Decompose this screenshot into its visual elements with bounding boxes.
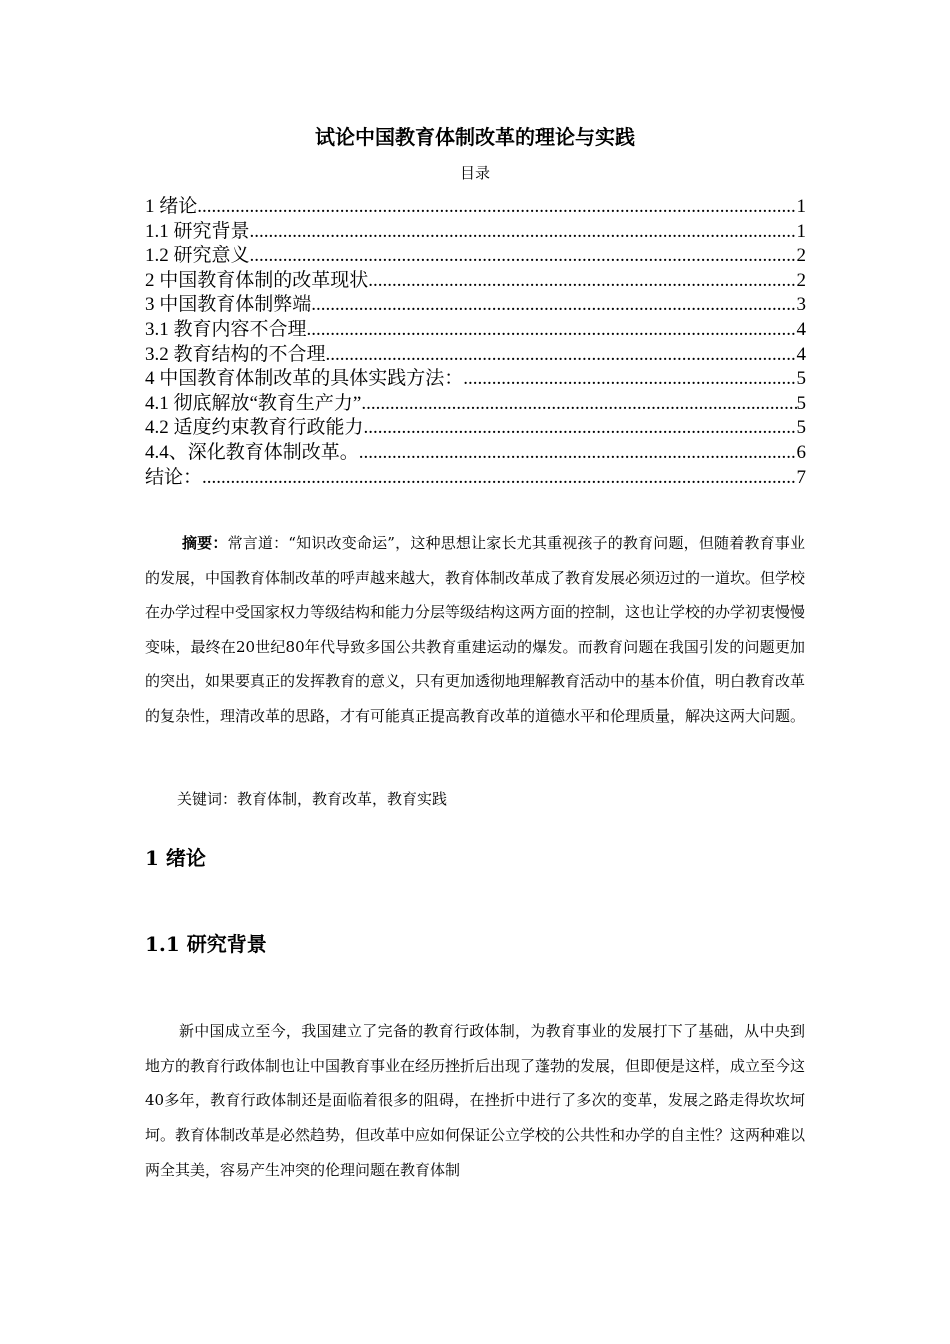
keywords-line: 关键词：教育体制，教育改革，教育实践 bbox=[177, 790, 448, 808]
toc-leader-dots bbox=[197, 195, 796, 219]
abstract-label: 摘要： bbox=[182, 534, 228, 552]
abstract-text: 常言道：“知识改变命运”，这种思想让家长尤其重视孩子的教育问题，但随着教育事业的发展，中国教育体制改革的呼声越来越大，教育体制改革成了教育发展必须迈过的一道坎。但学校在办学过程中受国家权力等级结构和能力分层等级结构这两方面的控制，这也让学校的办学初衷慢慢变味，最终在20世纪80年代导致多国公共教育重建运动的爆发。而教育问题在我国引发的问题更加的突出，如果要真正的发挥教育的意义，只有更加透彻地理解教育活动中的基本价值，明白教育改革的复杂性，理清改革的思路，才有可能真正提高教育改革的道德水平和伦理质量，解决这两大问题。 bbox=[145, 534, 806, 725]
toc-heading: 目录 bbox=[459, 164, 490, 182]
toc-page-number: 1 bbox=[796, 220, 806, 242]
toc-entry-text: 4.2 适度约束教育行政能力 bbox=[145, 417, 364, 439]
toc-leader-dots bbox=[359, 441, 797, 465]
toc-entry[interactable] bbox=[145, 392, 806, 417]
toc-entry[interactable] bbox=[145, 441, 806, 466]
toc-page-number: 2 bbox=[796, 245, 806, 267]
toc-leader-dots bbox=[463, 367, 796, 391]
toc-entry[interactable] bbox=[145, 293, 806, 318]
toc-entry-text: 4.4、深化教育体制改革。 bbox=[145, 441, 359, 463]
toc-page-number: 6 bbox=[796, 441, 806, 463]
toc-entry-text: 3 中国教育体制弊端 bbox=[145, 294, 312, 316]
toc-entry-text: 3.2 教育结构的不合理 bbox=[145, 343, 326, 365]
toc-leader-dots bbox=[326, 343, 797, 367]
toc-page-number: 4 bbox=[796, 343, 806, 365]
toc-entry-text: 4 中国教育体制改革的具体实践方法： bbox=[145, 368, 464, 390]
toc-leader-dots bbox=[361, 392, 796, 416]
toc-entry-text: 3.1 教育内容不合理 bbox=[145, 318, 307, 340]
toc-leader-dots bbox=[368, 269, 796, 293]
table-of-contents bbox=[145, 195, 806, 490]
toc-leader-dots bbox=[250, 244, 797, 268]
toc-entry-text: 1 绪论 bbox=[145, 196, 198, 217]
section-heading-research-background: 1.1 研究背景 bbox=[145, 932, 267, 956]
toc-leader-dots bbox=[364, 416, 797, 440]
toc-entry-text: 1.1 研究背景 bbox=[145, 220, 250, 242]
toc-page-number: 5 bbox=[796, 368, 806, 390]
toc-entry[interactable] bbox=[145, 244, 806, 269]
toc-entry[interactable] bbox=[145, 220, 806, 245]
toc-entry[interactable] bbox=[145, 195, 806, 220]
toc-page-number: 5 bbox=[796, 392, 806, 414]
body-paragraph: 新中国成立至今，我国建立了完备的教育行政体制，为教育事业的发展打下了基础，从中央到地方的教育行政体制也让中国教育事业在经历挫折后出现了蓬勃的发展，但即便是这样，成立至今这40多年，教育行政体制还是面临着很多的阻碍，在挫折中进行了多次的变革，发展之路走得坎坎坷坷。教育体制改革是必然趋势，但改革中应如何保证公立学校的公共性和办学的自主性？这两种难以两全其美，容易产生冲突的伦理问题在教育体制 bbox=[145, 1022, 806, 1179]
toc-entry-text: 4.1 彻底解放“教育生产力” bbox=[145, 392, 362, 414]
toc-page-number: 2 bbox=[796, 269, 806, 291]
toc-entry[interactable] bbox=[145, 269, 806, 294]
toc-entry-text: 2 中国教育体制的改革现状 bbox=[145, 269, 369, 291]
toc-leader-dots bbox=[307, 318, 797, 342]
toc-leader-dots bbox=[202, 466, 796, 490]
toc-entry[interactable] bbox=[145, 367, 806, 392]
toc-entry[interactable] bbox=[145, 466, 806, 491]
toc-page-number: 7 bbox=[796, 466, 806, 488]
toc-page-number: 3 bbox=[796, 294, 806, 316]
toc-entry[interactable] bbox=[145, 343, 806, 368]
toc-entry[interactable] bbox=[145, 416, 806, 441]
section-heading-introduction: 1 绪论 bbox=[145, 846, 206, 870]
toc-page-number: 4 bbox=[796, 318, 806, 340]
toc-entry-text: 结论： bbox=[145, 466, 203, 488]
toc-page-number: 5 bbox=[796, 417, 806, 439]
toc-entry-text: 1.2 研究意义 bbox=[145, 245, 250, 267]
abstract-paragraph bbox=[145, 526, 805, 733]
toc-leader-dots bbox=[311, 293, 796, 317]
toc-leader-dots bbox=[250, 220, 797, 244]
document-title: 试论中国教育体制改革的理论与实践 bbox=[315, 125, 635, 149]
toc-entry[interactable] bbox=[145, 318, 806, 343]
toc-page-number: 1 bbox=[796, 196, 806, 217]
